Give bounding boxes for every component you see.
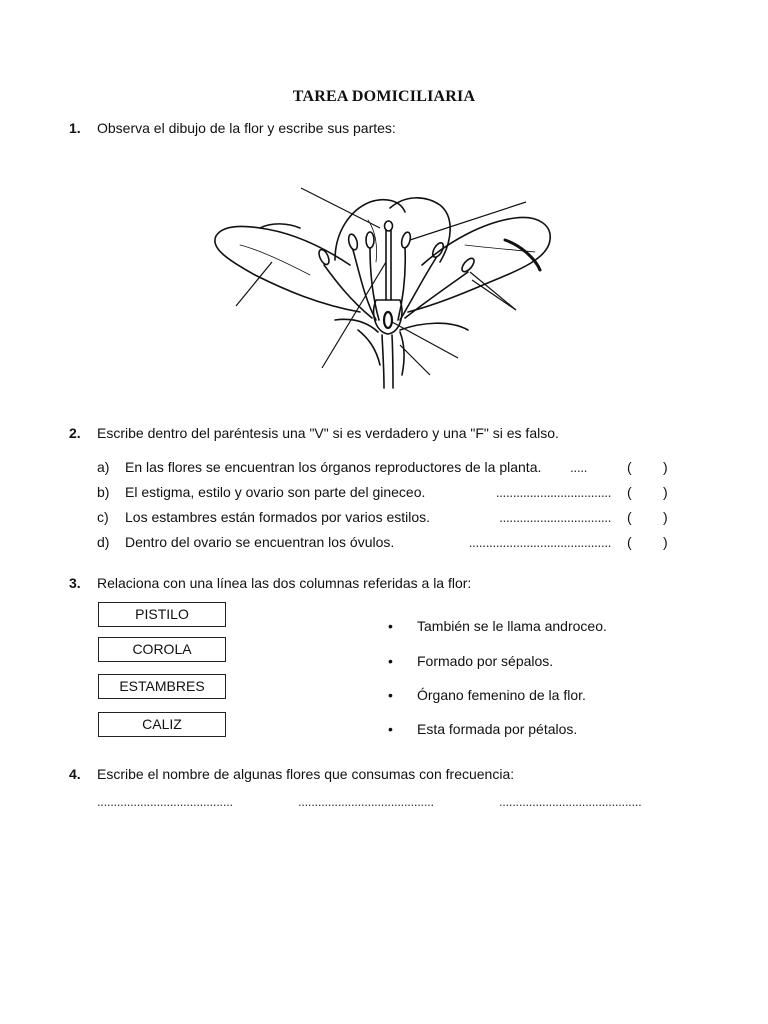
stem	[382, 335, 384, 388]
answer-line-3[interactable]: ...........................................	[499, 794, 642, 809]
tf-letter: d)	[97, 534, 110, 550]
label-line-stamens-a	[470, 272, 516, 310]
label-line-stigma	[301, 188, 380, 228]
question-2-number: 2.	[69, 425, 81, 441]
answer-line-1[interactable]: .........................................	[97, 794, 233, 809]
match-item-text: Órgano femenino de la flor.	[417, 687, 586, 703]
label-line-stamens-b	[472, 280, 516, 310]
bullet-icon: •	[388, 653, 393, 669]
answer-paren-open[interactable]: (	[627, 509, 632, 525]
tf-dots: .................................	[499, 509, 611, 525]
answer-paren-open[interactable]: (	[627, 484, 632, 500]
tf-item-a	[97, 459, 677, 479]
question-2-text: Escribe dentro del paréntesis una "V" si es verdadero y una "F" si es falso.	[97, 425, 559, 441]
tf-statement: En las flores se encuentran los órganos reproductores de la planta.	[125, 459, 542, 475]
tf-item-d	[97, 534, 677, 554]
tf-dots: .....	[570, 459, 587, 475]
match-box-caliz[interactable]: CALIZ	[98, 712, 226, 737]
question-3-number: 3.	[69, 575, 81, 591]
question-3-text: Relaciona con una línea las dos columnas referidas a la flor:	[97, 575, 472, 591]
answer-paren-open[interactable]: (	[627, 534, 632, 550]
question-4-number: 4.	[69, 766, 81, 782]
tf-letter: b)	[97, 484, 110, 500]
answer-paren-close[interactable]: )	[663, 459, 668, 475]
tf-dots: ..................................	[495, 484, 611, 500]
match-box-pistilo[interactable]: PISTILO	[98, 602, 226, 627]
sepal-left	[335, 319, 378, 332]
answer-paren-close[interactable]: )	[663, 484, 668, 500]
right-petal	[408, 217, 550, 312]
match-item-text: Formado por sépalos.	[417, 653, 554, 669]
tf-statement: Dentro del ovario se encuentran los óvulos.	[125, 534, 395, 550]
flower-diagram	[200, 170, 570, 390]
bullet-icon: •	[388, 618, 393, 634]
tf-statement: El estigma, estilo y ovario son parte del gineceo.	[125, 484, 426, 500]
question-4-text: Escribe el nombre de algunas flores que consumas con frecuencia:	[97, 766, 515, 782]
answer-paren-open[interactable]: (	[627, 459, 632, 475]
match-box-corola[interactable]: COROLA	[98, 637, 226, 662]
match-item-text: Esta formada por pétalos.	[417, 721, 578, 737]
answer-paren-close[interactable]: )	[663, 534, 668, 550]
label-line-petal	[236, 262, 272, 306]
tf-letter: c)	[97, 509, 109, 525]
tf-letter: a)	[97, 459, 110, 475]
match-box-estambres[interactable]: ESTAMBRES	[98, 674, 226, 699]
tf-statement: Los estambres están formados por varios estilos.	[125, 509, 431, 525]
answer-line-2[interactable]: .........................................	[298, 794, 434, 809]
sepal-right	[400, 323, 468, 330]
tf-item-b	[97, 484, 677, 504]
question-1-number: 1.	[69, 120, 81, 136]
tf-item-c	[97, 509, 677, 529]
tf-dots: ..........................................	[468, 534, 611, 550]
answer-paren-close[interactable]: )	[663, 509, 668, 525]
stigma	[385, 221, 393, 231]
bullet-icon: •	[388, 721, 393, 737]
match-item-text: También se le llama androceo.	[417, 618, 607, 634]
question-1-text: Observa el dibujo de la flor y escribe sus partes:	[97, 120, 396, 136]
worksheet-title: TAREA DOMICILIARIA	[292, 88, 476, 105]
ovule	[384, 312, 392, 328]
bullet-icon: •	[388, 687, 393, 703]
